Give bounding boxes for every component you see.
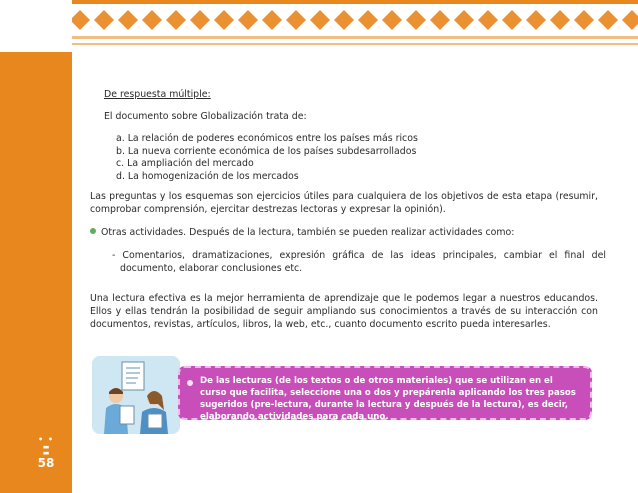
people-reading-illustration bbox=[92, 356, 180, 434]
activities-list-item: - Comentarios, dramatizaciones, expresión gráfica de las ideas principales, cambiar el final del documento, elaborar conclusiones etc. bbox=[112, 250, 606, 274]
page-lines-icon: ▬ ▬ bbox=[42, 443, 50, 457]
paragraph-exercises: Las preguntas y los esquemas son ejercicios útiles para cualquiera de los objetivos de esta etapa (resumir, comprobar comprensión, ejercitar destrezas lectoras y expresar la opinión). bbox=[90, 191, 598, 215]
page-number-text: 58 bbox=[37, 456, 55, 470]
paragraph-effective-reading: Una lectura efectiva es la mejor herramienta de aprendizaje que le podemos legar a nuestros educandos. Ellos y ellas tendrán la posibilidad de seguir ampliando sus conocimientos a través de su interacción con documentos, revistas, artículos, libros, la web, etc., cuanto documento escrito pueda interesarles. bbox=[90, 293, 598, 330]
callout-bullet-icon bbox=[187, 380, 193, 386]
option-c: c. La ampliación del mercado bbox=[116, 158, 254, 169]
left-sidebar bbox=[0, 0, 72, 493]
question-text: El documento sobre Globalización trata de: bbox=[104, 111, 307, 122]
activity-callout bbox=[178, 366, 592, 420]
option-d: d. La homogenización de los mercados bbox=[116, 171, 299, 182]
page-number bbox=[26, 436, 66, 470]
decorative-header-band bbox=[0, 0, 638, 52]
option-a: a. La relación de poderes económicos entre los países más ricos bbox=[116, 133, 418, 144]
callout-text: De las lecturas (de los textos o de otros materiales) que se utilizan en el curso que facilita, seleccione una o dos y prepárenla aplicando los tres pasos sugeridos (pre-lectura, durante la lectura y después de la lectura), es decir, elaborando actividades para cada uno. bbox=[200, 376, 576, 422]
two-people-icon bbox=[92, 356, 180, 434]
page-dots-icon: • • bbox=[37, 435, 54, 444]
section-heading: De respuesta múltiple: bbox=[104, 89, 211, 100]
bullet-other-activities bbox=[90, 226, 598, 239]
green-bullet-icon bbox=[90, 228, 96, 234]
woven-pattern-icon bbox=[0, 0, 638, 52]
option-b: b. La nueva corriente económica de los países subdesarrollados bbox=[116, 146, 417, 157]
bullet-text: Otras actividades. Después de la lectura, también se pueden realizar actividades como: bbox=[101, 227, 515, 238]
sidebar-orange-strip bbox=[0, 52, 72, 493]
